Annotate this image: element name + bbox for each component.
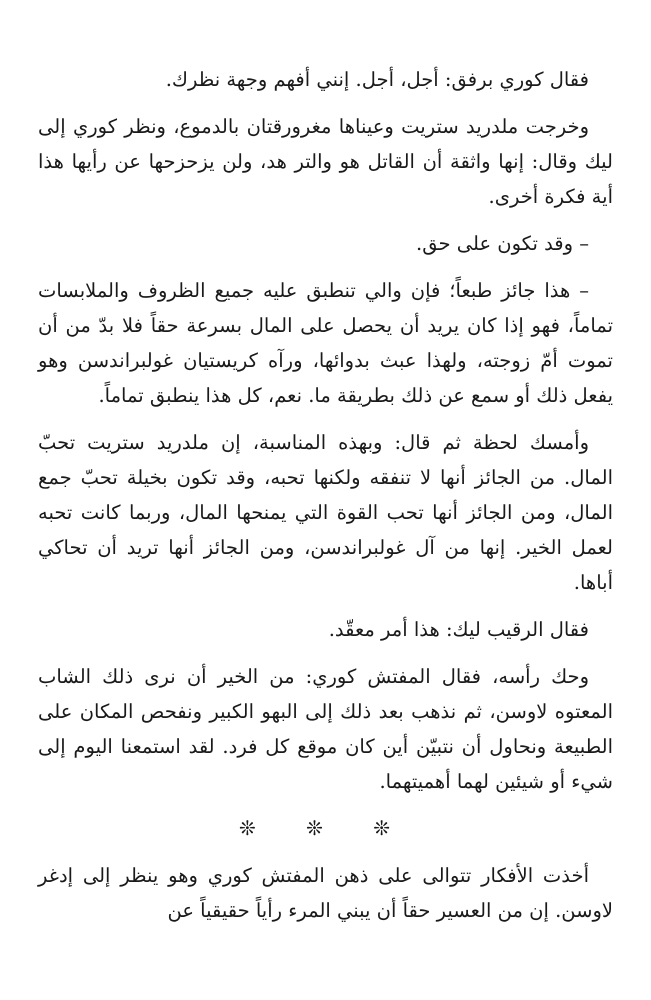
paragraph-1: فقال كوري برفق: أجل، أجل. إنني أفهم وجهة نظرك. xyxy=(165,68,589,91)
paragraph-8: أخذت الأفكار تتوالى على ذهن المفتش كوري وهو ينظر إلى إدغر لاوسن. إن من العسير حقاً أن يبني المرء رأياً حقيقياً عن xyxy=(38,864,613,922)
paragraph-4: – هذا جائز طبعاً؛ فإن والي تنطبق عليه جميع الظروف والملابسات تماماً، فهو إذا كان يريد أن يحصل على المال بسرعة حقاً فلا بدّ من أن تموت أمّ زوجته، ولهذا عبث بدوائها، ورآه كريستيان غولبراندسن وهو يفعل ذلك أو سمع عن ذلك بطريقة ما. نعم، كل هذا ينطبق تماماً. xyxy=(38,279,613,407)
paragraph-7: وحك رأسه، فقال المفتش كوري: من الخير أن نرى ذلك الشاب المعتوه لاوسن، ثم نذهب بعد ذلك إلى البهو الكبير ونفحص المكان على الطبيعة ونحاول أن نتبيّن أين كان موقع كل فرد. لقد استمعنا اليوم إلى شيء أو شيئين لهما أهميتهما. xyxy=(38,665,613,793)
paragraph-2: وخرجت ملدريد ستريت وعيناها مغرورقتان بالدموع، ونظر كوري إلى ليك وقال: إنها واثقة أن القاتل هو والتر هد، ولن يزحزحها عن رأيها هذا أية فكرة أخرى. xyxy=(38,115,613,208)
paragraph-6: فقال الرقيب ليك: هذا أمر معقّد. xyxy=(328,618,589,641)
document-page xyxy=(38,62,613,940)
section-separator: ❊ ❊ ❊ xyxy=(239,816,412,840)
paragraph-5: وأمسك لحظة ثم قال: وبهذه المناسبة، إن ملدريد ستريت تحبّ المال. من الجائز أنها لا تنفقه ولكنها تحبه، وقد تكون بخيلة تحبّ جمع المال، ومن الجائز أنها تحب القوة التي يمنحها المال، وربما كانت تحبه لعمل الخير. إنها من آل غولبراندسن، ومن الجائز أنها تريد أن تحاكي أباها. xyxy=(38,431,613,594)
paragraph-3: – وقد تكون على حق. xyxy=(416,232,589,255)
